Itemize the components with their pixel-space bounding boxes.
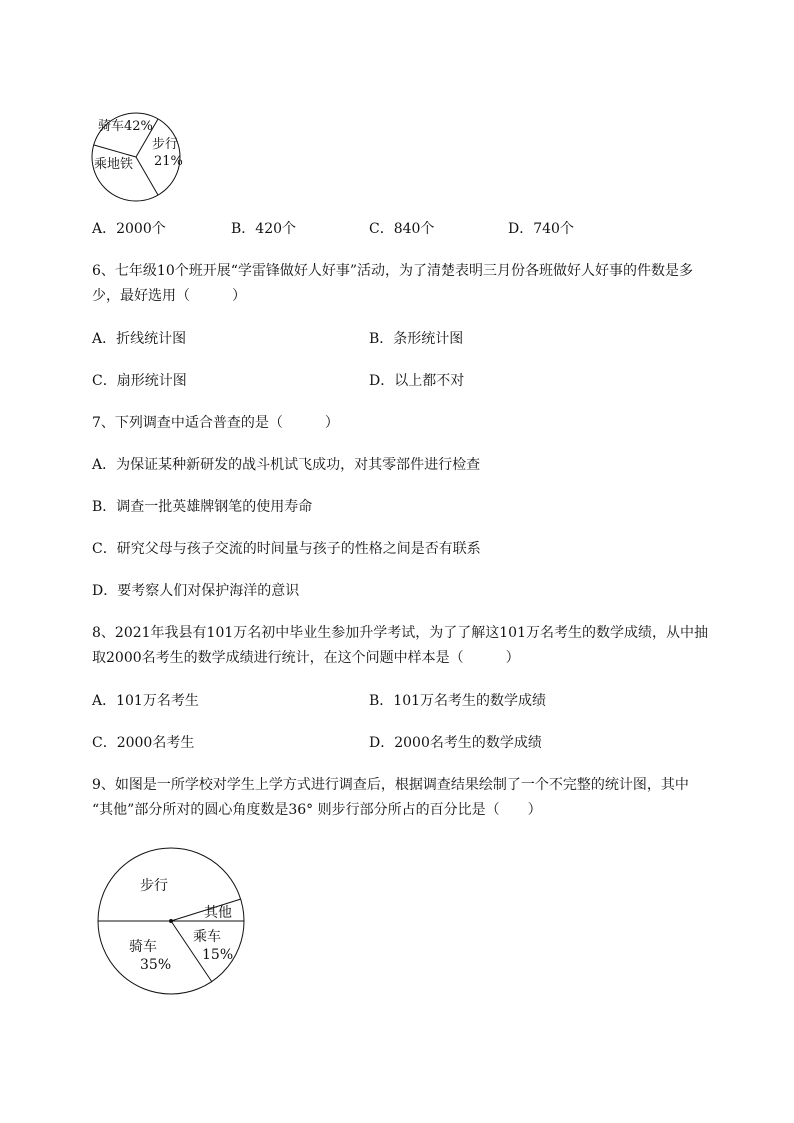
pie-chart-2 xyxy=(92,845,252,1000)
q6-option-c: C．扇形统计图 xyxy=(92,373,187,389)
q6-stem-line1: 6、七年级10个班开展“学雷锋做好人好事”活动，为了清楚表明三月份各班做好人好事的件数是多 xyxy=(92,263,694,279)
q5-option-d: D．740个 xyxy=(508,221,574,237)
q6-option-d: D．以上都不对 xyxy=(369,373,465,389)
pie1-label-biking: 骑车42% xyxy=(98,119,153,134)
q7-stem: 7、下列调查中适合普查的是（ ） xyxy=(92,415,339,431)
pie1-label-subway: 乘地铁 xyxy=(94,157,134,172)
pie2-label-biking-name: 骑车 xyxy=(129,939,157,955)
pie2-label-other: 其他 xyxy=(204,905,232,921)
pie2-label-bus-pct: 15% xyxy=(202,947,234,963)
q7-option-a: A．为保证某种新研发的战斗机试飞成功，对其零部件进行检查 xyxy=(92,457,481,473)
pie1-label-walking-name: 步行 xyxy=(152,137,179,152)
q7-option-c: C．研究父母与孩子交流的时间量与孩子的性格之间是否有联系 xyxy=(92,541,481,557)
q8-stem-line2: 取2000名考生的数学成绩进行统计，在这个问题中样本是（ ） xyxy=(92,650,520,666)
q8-option-b: B．101万名考生的数学成绩 xyxy=(369,693,547,709)
q7-option-d: D．要考察人们对保护海洋的意识 xyxy=(92,583,300,599)
q9-stem-line2: “其他”部分所对的圆心角度数是36° 则步行部分所占的百分比是（ ） xyxy=(92,802,542,818)
q8-option-d: D．2000名考生的数学成绩 xyxy=(369,735,542,751)
pie-chart-1 xyxy=(88,110,188,205)
q7-option-b: B．调查一批英雄牌钢笔的使用寿命 xyxy=(92,499,313,515)
q5-option-a: A．2000个 xyxy=(92,221,166,237)
q6-option-a: A．折线统计图 xyxy=(92,331,187,347)
q8-option-a: A．101万名考生 xyxy=(92,693,199,709)
q5-option-c: C．840个 xyxy=(369,221,435,237)
pie2-center-dot xyxy=(169,919,173,923)
pie2-label-walking: 步行 xyxy=(140,878,168,894)
q6-option-b: B．条形统计图 xyxy=(369,331,464,347)
q6-stem-line2: 少，最好选用（ ） xyxy=(92,288,246,304)
pie1-divider-1 xyxy=(94,145,136,157)
q9-stem-line1: 9、如图是一所学校对学生上学方式进行调查后，根据调查结果绘制了一个不完整的统计图，其中 xyxy=(92,777,689,793)
q8-stem-line1: 8、2021年我县有101万名初中毕业生参加升学考试，为了了解这101万名考生的数学成绩，从中抽 xyxy=(92,625,708,641)
pie1-label-walking-pct: 21% xyxy=(154,154,183,169)
q8-option-c: C．2000名考生 xyxy=(92,735,195,751)
pie2-label-bus-name: 乘车 xyxy=(193,929,221,945)
pie2-label-biking-pct: 35% xyxy=(140,957,172,973)
q5-option-b: B．420个 xyxy=(231,221,297,237)
